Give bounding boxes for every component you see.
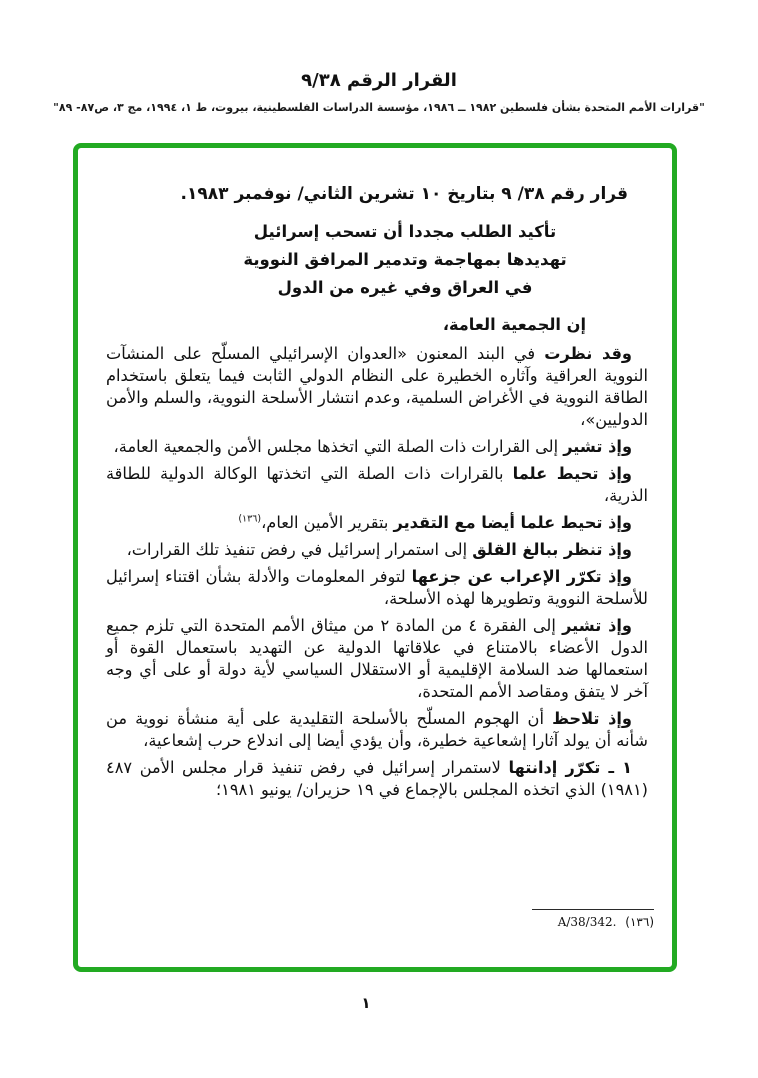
footnote-marker-superscript: (١٣٦) [238,513,262,525]
resolution-title-line: قرار رقم ٣٨‏/ ٩ بتاريخ ١٠ تشرين الثاني/ نوفمبر ١٩٨٣. [180,184,628,204]
paragraph-lead: وإذ تنظر ببالغ القلق [472,540,632,559]
paragraph-lead: وإذ تحيط علما أيضا مع التقدير [393,513,632,532]
resolution-subtitle-line: في العراق وفي غيره من الدول [277,278,533,297]
resolution-subtitle [106,218,648,302]
paragraph [106,314,648,336]
paragraph-lead: وإذ تحيط علما [512,464,632,483]
paragraph [106,615,648,703]
document-body [106,314,648,801]
paragraph [106,566,648,610]
paragraph-lead: وقد نظرت [544,344,632,363]
paragraph [106,512,648,534]
paragraph-text: لتوفر المعلومات والأدلة بشأن اقتناء إسرائيل للأسلحة النووية وتطويرها لهذه الأسلحة، [106,567,648,608]
resolution-subtitle-line: تأكيد الطلب مجددا أن تسحب إسرائيل [253,222,557,241]
paragraph-text: بتقرير الأمين العام، [261,513,394,532]
paragraph-lead: ١ ـ تكرّر إدانتها [508,758,632,777]
paragraph [106,757,648,801]
paragraph [106,708,648,752]
paragraph-text: إلى الفقرة ٤ من المادة ٢ من ميثاق الأمم المتحدة التي تلزم جميع الدول الأعضاء بالامتناع في علاقاتها الدولية عن التهديد باستعمال القوة أو استعمالها ضد السلامة الإقليمية أو الاستقلال السياسي لأية دولة أو على أي وجه آخر لا يتفق ومقاصد الأمم المتحدة، [106,616,648,701]
paragraph-text: إلى استمرار إسرائيل في رفض تنفيذ تلك القرارات، [126,540,473,559]
paragraph-text: بالقرارات ذات الصلة التي اتخذتها الوكالة الدولية للطاقة الذرية، [106,464,648,505]
paragraph [106,436,648,458]
paragraph [106,539,648,561]
paragraph-lead: إن الجمعية العامة، [442,315,586,334]
paragraph-text: لاستمرار إسرائيل في رفض تنفيذ قرار مجلس الأمن ٤٨٧ (١٩٨١) الذي اتخذه المجلس بالإجماع في ١٩ حزيران/ يونيو ١٩٨١؛ [106,758,648,799]
paragraph-text: أن الهجوم المسلّح بالأسلحة التقليدية على أية منشأة نووية من شأنه أن يولد آثارا إشعاعية خطيرة، وأن يؤدي أيضا إلى اندلاع حرب إشعاعية، [106,709,648,750]
resolution-number-heading: القرار الرقم ٣٨‏/‏٩ [301,70,457,91]
paragraph [106,343,648,431]
paragraph-text: إلى القرارات ذات الصلة التي اتخذها مجلس الأمن والجمعية العامة، [113,437,564,456]
footnote-reference: A/38/342. [557,915,617,929]
paragraph-lead: وإذ تشير [562,616,632,635]
paragraph [106,463,648,507]
paragraph-lead: وإذ تلاحظ [552,709,632,728]
paragraph-lead: وإذ تشير [563,437,632,456]
footnote-block [532,909,654,929]
resolution-subtitle-line: تهديدها بمهاجمة وتدمير المرافق النووية [243,250,567,269]
book-citation-line: "قرارات الأمم المتحدة بشأن فلسطين ١٩٨٢ ــ ١٩٨٦، مؤسسة الدراسات الفلسطينية، بيروت، ط ١، ١٩٩٤، مج ٣، ص٨٧- ٨٩" [53,101,705,114]
green-highlight-box [73,143,677,972]
page-number: ١ [361,994,371,1012]
paragraph-lead: وإذ تكرّر الإعراب عن جزعها [411,567,632,586]
paragraph-text: في البند المعنون «العدوان الإسرائيلي المسلّح على المنشآت النووية العراقية وآثاره الخطيرة على النظام الدولي الثابت فيما يتعلق باستخدام الطاقة النووية في الأغراض السلمية، وعدم انتشار الأسلحة النووية، والسلم والأمن الدوليين»، [106,344,648,429]
footnote-marker: (١٣٦) [625,915,654,929]
